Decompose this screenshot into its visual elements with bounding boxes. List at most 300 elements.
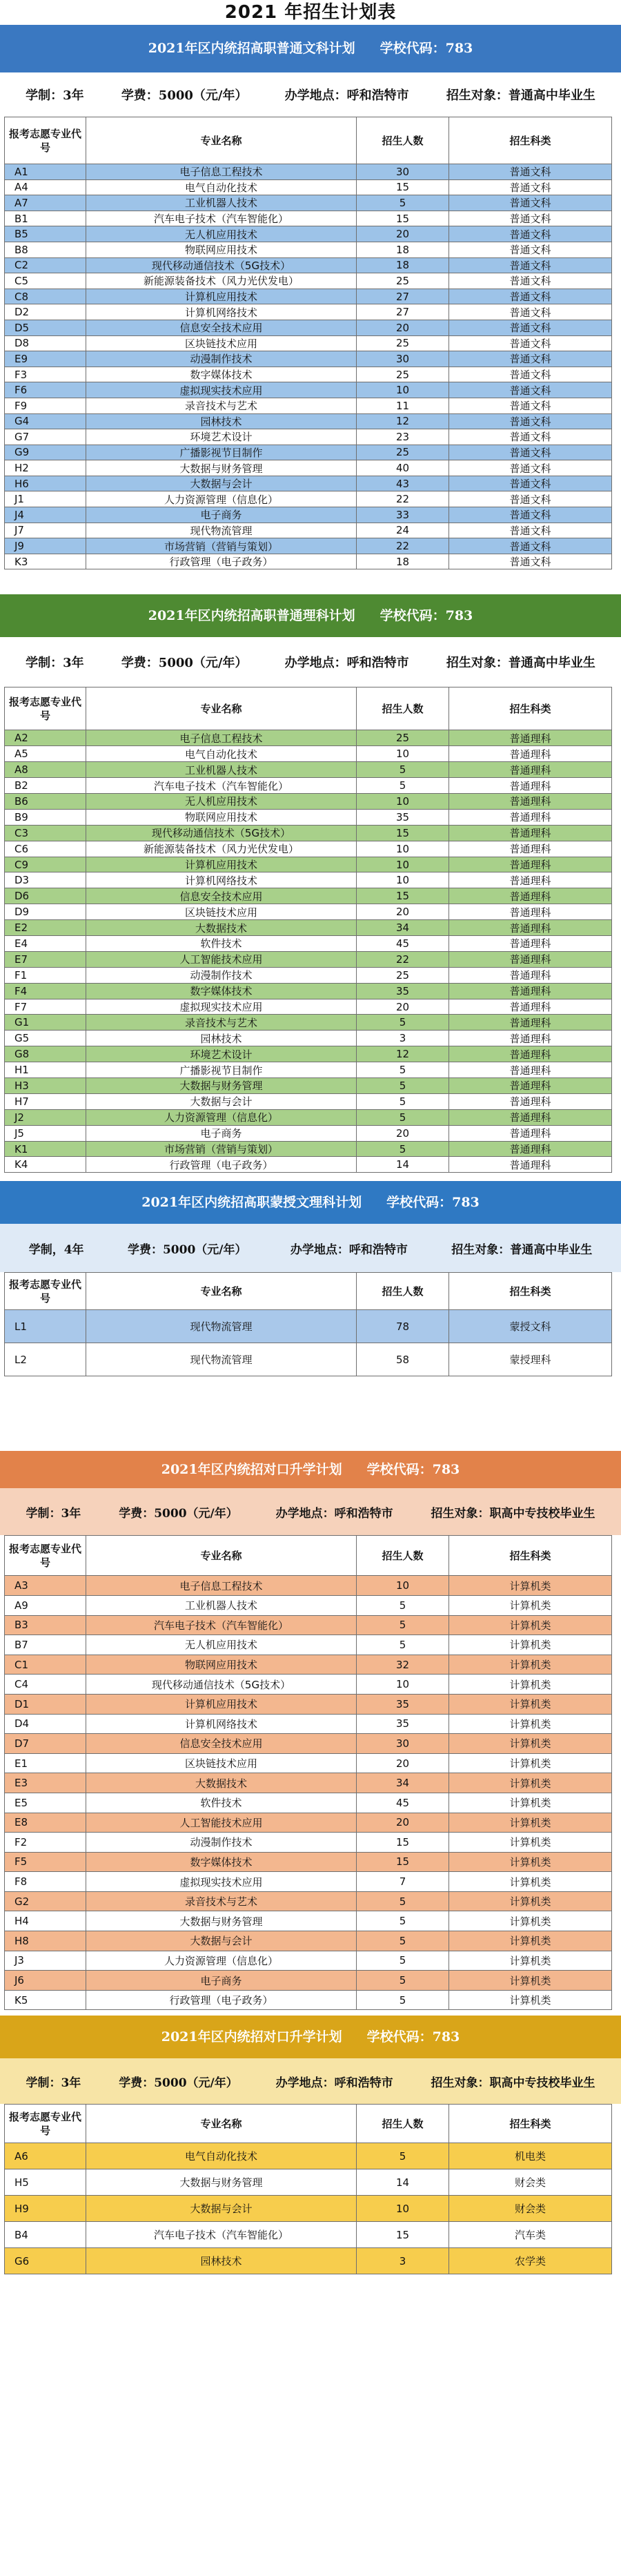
cell-subject: 普通文科 bbox=[449, 226, 612, 242]
table-row bbox=[5, 491, 612, 507]
cell-major: 人力资源管理（信息化） bbox=[86, 1951, 357, 1971]
cell-subject: 计算机类 bbox=[449, 1694, 612, 1714]
header-count: 招生人数 bbox=[357, 1536, 449, 1576]
cell-code: F2 bbox=[5, 1833, 86, 1853]
header-code: 报考志愿专业代号 bbox=[5, 1536, 86, 1576]
cell-count: 15 bbox=[357, 888, 449, 904]
cell-code: C3 bbox=[5, 825, 86, 841]
cell-subject: 普通文科 bbox=[449, 491, 612, 507]
table-row bbox=[5, 1093, 612, 1109]
cell-count: 10 bbox=[357, 841, 449, 857]
cell-code: F7 bbox=[5, 999, 86, 1015]
info-years: 学制：3年 bbox=[26, 88, 84, 103]
cell-count: 5 bbox=[357, 1015, 449, 1031]
cell-count: 5 bbox=[357, 1931, 449, 1951]
header-code: 报考志愿专业代号 bbox=[5, 1273, 86, 1310]
cell-major: 现代物流管理 bbox=[86, 523, 357, 538]
cell-code: J5 bbox=[5, 1125, 86, 1141]
cell-major: 区块链技术应用 bbox=[86, 335, 357, 351]
table-row bbox=[5, 460, 612, 476]
cell-count: 5 bbox=[357, 195, 449, 211]
cell-subject: 普通理科 bbox=[449, 936, 612, 952]
cell-subject: 普通理科 bbox=[449, 1109, 612, 1125]
cell-subject: 普通文科 bbox=[449, 304, 612, 320]
cell-major: 大数据与会计 bbox=[86, 1931, 357, 1951]
cell-subject: 普通理科 bbox=[449, 1157, 612, 1173]
cell-major: 人工智能技术应用 bbox=[86, 1813, 357, 1833]
cell-code: H2 bbox=[5, 460, 86, 476]
cell-subject: 计算机类 bbox=[449, 1635, 612, 1655]
cell-count: 3 bbox=[357, 2248, 449, 2274]
cell-code: G5 bbox=[5, 1031, 86, 1046]
cell-major: 无人机应用技术 bbox=[86, 226, 357, 242]
cell-major: 园林技术 bbox=[86, 2248, 357, 2274]
info-target: 招生对象：普通高中毕业生 bbox=[446, 88, 595, 103]
section-title: 2021年区内统招对口升学计划 bbox=[161, 1462, 342, 1478]
school-code: 学校代码：783 bbox=[379, 608, 473, 624]
cell-code: B6 bbox=[5, 794, 86, 810]
table-row bbox=[5, 1109, 612, 1125]
table-row bbox=[5, 825, 612, 841]
cell-code: F1 bbox=[5, 967, 86, 983]
cell-code: B7 bbox=[5, 1635, 86, 1655]
cell-code: K5 bbox=[5, 1990, 86, 2010]
cell-code: E7 bbox=[5, 951, 86, 967]
cell-subject: 普通理科 bbox=[449, 1093, 612, 1109]
cell-code: C9 bbox=[5, 857, 86, 872]
cell-count: 18 bbox=[357, 257, 449, 273]
header-major: 专业名称 bbox=[86, 117, 357, 164]
cell-subject: 普通理科 bbox=[449, 778, 612, 794]
table-row bbox=[5, 746, 612, 762]
table-row bbox=[5, 1125, 612, 1141]
cell-subject: 计算机类 bbox=[449, 1793, 612, 1813]
cell-count: 20 bbox=[357, 320, 449, 335]
cell-subject: 普通理科 bbox=[449, 904, 612, 920]
section-title: 2021年区内统招高职蒙授文理科计划 bbox=[141, 1195, 362, 1211]
cell-subject: 普通文科 bbox=[449, 351, 612, 367]
cell-count: 18 bbox=[357, 554, 449, 569]
cell-subject: 蒙授理科 bbox=[449, 1343, 612, 1376]
cell-code: G7 bbox=[5, 429, 86, 445]
cell-major: 动漫制作技术 bbox=[86, 1833, 357, 1853]
cell-major: 市场营销（营销与策划） bbox=[86, 538, 357, 554]
cell-major: 市场营销（营销与策划） bbox=[86, 1141, 357, 1157]
table-header-row bbox=[5, 1273, 612, 1310]
cell-major: 汽车电子技术（汽车智能化） bbox=[86, 1615, 357, 1635]
table-row bbox=[5, 904, 612, 920]
section-3 bbox=[0, 1181, 621, 1376]
cell-count: 10 bbox=[357, 382, 449, 398]
section-gap bbox=[0, 569, 621, 594]
table-row bbox=[5, 1833, 612, 1853]
cell-count: 15 bbox=[357, 179, 449, 195]
table-row bbox=[5, 273, 612, 289]
cell-subject: 普通理科 bbox=[449, 951, 612, 967]
cell-subject: 普通理科 bbox=[449, 967, 612, 983]
header-major: 专业名称 bbox=[86, 2105, 357, 2143]
cell-count: 35 bbox=[357, 809, 449, 825]
cell-code: B1 bbox=[5, 211, 86, 226]
cell-major: 虚拟现实技术应用 bbox=[86, 1872, 357, 1892]
cell-subject: 计算机类 bbox=[449, 1872, 612, 1892]
cell-count: 5 bbox=[357, 1093, 449, 1109]
cell-count: 3 bbox=[357, 1031, 449, 1046]
cell-code: E4 bbox=[5, 936, 86, 952]
cell-code: J1 bbox=[5, 491, 86, 507]
section-info bbox=[0, 1488, 621, 1535]
table-header-row bbox=[5, 117, 612, 164]
section-info bbox=[0, 2058, 621, 2104]
table-row bbox=[5, 257, 612, 273]
cell-count: 10 bbox=[357, 857, 449, 872]
cell-count: 5 bbox=[357, 1078, 449, 1094]
table-row bbox=[5, 2143, 612, 2169]
cell-code: E1 bbox=[5, 1753, 86, 1773]
cell-subject: 普通文科 bbox=[449, 242, 612, 257]
section-banner bbox=[0, 25, 621, 72]
cell-major: 虚拟现实技术应用 bbox=[86, 382, 357, 398]
cell-count: 5 bbox=[357, 1595, 449, 1615]
cell-subject: 普通理科 bbox=[449, 920, 612, 936]
cell-count: 20 bbox=[357, 1753, 449, 1773]
section-banner bbox=[0, 1451, 621, 1488]
school-code: 学校代码：783 bbox=[386, 1195, 480, 1211]
info-location: 办学地点：呼和浩特市 bbox=[275, 1506, 393, 1521]
table-row bbox=[5, 429, 612, 445]
table-row bbox=[5, 1310, 612, 1343]
cell-subject: 普通理科 bbox=[449, 872, 612, 888]
cell-subject: 计算机类 bbox=[449, 1576, 612, 1596]
header-subject: 招生科类 bbox=[449, 2105, 612, 2143]
cell-major: 园林技术 bbox=[86, 1031, 357, 1046]
cell-subject: 普通文科 bbox=[449, 382, 612, 398]
cell-code: B2 bbox=[5, 778, 86, 794]
table-row bbox=[5, 1773, 612, 1793]
cell-count: 10 bbox=[357, 746, 449, 762]
cell-count: 5 bbox=[357, 1911, 449, 1931]
cell-subject: 普通理科 bbox=[449, 825, 612, 841]
cell-code: J4 bbox=[5, 507, 86, 523]
cell-subject: 普通文科 bbox=[449, 257, 612, 273]
cell-code: A5 bbox=[5, 746, 86, 762]
enrollment-table bbox=[4, 1272, 612, 1376]
cell-subject: 计算机类 bbox=[449, 1951, 612, 1971]
info-target: 招生对象：普通高中毕业生 bbox=[446, 656, 595, 671]
cell-count: 5 bbox=[357, 762, 449, 778]
cell-count: 5 bbox=[357, 778, 449, 794]
info-years: 学制：3年 bbox=[26, 656, 84, 671]
cell-count: 5 bbox=[357, 1990, 449, 2010]
cell-count: 20 bbox=[357, 1125, 449, 1141]
cell-code: H9 bbox=[5, 2196, 86, 2222]
cell-count: 12 bbox=[357, 413, 449, 429]
cell-subject: 普通理科 bbox=[449, 1015, 612, 1031]
cell-major: 电气自动化技术 bbox=[86, 179, 357, 195]
section-info bbox=[0, 1224, 621, 1272]
cell-major: 电子商务 bbox=[86, 507, 357, 523]
cell-code: H7 bbox=[5, 1093, 86, 1109]
cell-major: 物联网应用技术 bbox=[86, 1655, 357, 1675]
info-fee: 学费：5000（元/年） bbox=[121, 656, 248, 671]
cell-major: 电子信息工程技术 bbox=[86, 730, 357, 746]
table-row bbox=[5, 1694, 612, 1714]
cell-code: K4 bbox=[5, 1157, 86, 1173]
cell-subject: 计算机类 bbox=[449, 1833, 612, 1853]
cell-code: F8 bbox=[5, 1872, 86, 1892]
table-row bbox=[5, 809, 612, 825]
cell-subject: 普通理科 bbox=[449, 999, 612, 1015]
cell-code: F9 bbox=[5, 398, 86, 413]
cell-count: 20 bbox=[357, 1813, 449, 1833]
cell-major: 动漫制作技术 bbox=[86, 967, 357, 983]
table-row bbox=[5, 1046, 612, 1062]
table-row bbox=[5, 335, 612, 351]
enrollment-table bbox=[4, 1535, 612, 2010]
cell-subject: 计算机类 bbox=[449, 1813, 612, 1833]
cell-code: C5 bbox=[5, 273, 86, 289]
cell-count: 40 bbox=[357, 460, 449, 476]
cell-major: 数字媒体技术 bbox=[86, 367, 357, 382]
cell-subject: 普通理科 bbox=[449, 794, 612, 810]
table-row bbox=[5, 367, 612, 382]
cell-subject: 计算机类 bbox=[449, 1734, 612, 1754]
table-row bbox=[5, 1813, 612, 1833]
cell-count: 32 bbox=[357, 1655, 449, 1675]
cell-subject: 普通理科 bbox=[449, 1062, 612, 1078]
cell-subject: 计算机类 bbox=[449, 1675, 612, 1695]
cell-count: 25 bbox=[357, 967, 449, 983]
cell-count: 5 bbox=[357, 1615, 449, 1635]
cell-major: 数字媒体技术 bbox=[86, 983, 357, 999]
cell-major: 大数据与财务管理 bbox=[86, 2169, 357, 2196]
cell-code: F3 bbox=[5, 367, 86, 382]
header-code: 报考志愿专业代号 bbox=[5, 687, 86, 730]
cell-code: J7 bbox=[5, 523, 86, 538]
cell-code: D3 bbox=[5, 872, 86, 888]
table-row bbox=[5, 413, 612, 429]
table-row bbox=[5, 1141, 612, 1157]
cell-subject: 普通理科 bbox=[449, 1046, 612, 1062]
cell-count: 5 bbox=[357, 1971, 449, 1991]
cell-code: G1 bbox=[5, 1015, 86, 1031]
cell-subject: 计算机类 bbox=[449, 1714, 612, 1734]
cell-major: 汽车电子技术（汽车智能化） bbox=[86, 2222, 357, 2248]
table-row bbox=[5, 1852, 612, 1872]
cell-code: H6 bbox=[5, 476, 86, 491]
cell-code: C2 bbox=[5, 257, 86, 273]
cell-major: 大数据与财务管理 bbox=[86, 1911, 357, 1931]
cell-code: L2 bbox=[5, 1343, 86, 1376]
cell-major: 大数据与会计 bbox=[86, 2196, 357, 2222]
cell-major: 物联网应用技术 bbox=[86, 809, 357, 825]
cell-major: 大数据与财务管理 bbox=[86, 460, 357, 476]
table-row bbox=[5, 523, 612, 538]
cell-count: 58 bbox=[357, 1343, 449, 1376]
table-row bbox=[5, 538, 612, 554]
table-row bbox=[5, 398, 612, 413]
cell-count: 15 bbox=[357, 1852, 449, 1872]
cell-subject: 机电类 bbox=[449, 2143, 612, 2169]
cell-major: 人工智能技术应用 bbox=[86, 951, 357, 967]
cell-major: 计算机应用技术 bbox=[86, 857, 357, 872]
table-row bbox=[5, 351, 612, 367]
cell-subject: 普通文科 bbox=[449, 320, 612, 335]
table-row bbox=[5, 1793, 612, 1813]
table-row bbox=[5, 983, 612, 999]
section-info bbox=[0, 637, 621, 687]
header-count: 招生人数 bbox=[357, 687, 449, 730]
table-row bbox=[5, 445, 612, 460]
table-row bbox=[5, 1157, 612, 1173]
header-major: 专业名称 bbox=[86, 687, 357, 730]
section-info bbox=[0, 72, 621, 117]
cell-major: 环境艺术设计 bbox=[86, 429, 357, 445]
cell-major: 软件技术 bbox=[86, 1793, 357, 1813]
header-subject: 招生科类 bbox=[449, 687, 612, 730]
cell-major: 信息安全技术应用 bbox=[86, 888, 357, 904]
cell-count: 5 bbox=[357, 1635, 449, 1655]
cell-code: C1 bbox=[5, 1655, 86, 1675]
cell-code: K3 bbox=[5, 554, 86, 569]
table-row bbox=[5, 2222, 612, 2248]
cell-major: 区块链技术应用 bbox=[86, 1753, 357, 1773]
cell-code: E8 bbox=[5, 1813, 86, 1833]
cell-major: 大数据与财务管理 bbox=[86, 1078, 357, 1094]
table-row bbox=[5, 1078, 612, 1094]
table-row bbox=[5, 1675, 612, 1695]
cell-subject: 普通理科 bbox=[449, 857, 612, 872]
cell-count: 25 bbox=[357, 367, 449, 382]
cell-subject: 计算机类 bbox=[449, 1655, 612, 1675]
table-row bbox=[5, 951, 612, 967]
header-code: 报考志愿专业代号 bbox=[5, 2105, 86, 2143]
cell-major: 现代物流管理 bbox=[86, 1343, 357, 1376]
header-subject: 招生科类 bbox=[449, 1536, 612, 1576]
cell-count: 78 bbox=[357, 1310, 449, 1343]
cell-major: 数字媒体技术 bbox=[86, 1852, 357, 1872]
table-row bbox=[5, 2248, 612, 2274]
cell-count: 5 bbox=[357, 1062, 449, 1078]
info-target: 招生对象：普通高中毕业生 bbox=[451, 1242, 593, 1257]
cell-major: 行政管理（电子政务） bbox=[86, 1990, 357, 2010]
cell-major: 录音技术与艺术 bbox=[86, 1015, 357, 1031]
table-row bbox=[5, 382, 612, 398]
cell-code: J3 bbox=[5, 1951, 86, 1971]
cell-subject: 普通文科 bbox=[449, 445, 612, 460]
cell-subject: 计算机类 bbox=[449, 1753, 612, 1773]
cell-subject: 普通理科 bbox=[449, 841, 612, 857]
cell-code: G8 bbox=[5, 1046, 86, 1062]
cell-count: 20 bbox=[357, 226, 449, 242]
cell-code: C8 bbox=[5, 289, 86, 304]
cell-count: 35 bbox=[357, 983, 449, 999]
cell-count: 27 bbox=[357, 289, 449, 304]
section-4 bbox=[0, 1451, 621, 2010]
cell-code: B4 bbox=[5, 2222, 86, 2248]
info-fee: 学费：5000（元/年） bbox=[121, 88, 248, 103]
page-title: 2021 年招生计划表 bbox=[224, 2, 397, 23]
table-row bbox=[5, 320, 612, 335]
info-target: 招生对象：职高中专技校毕业生 bbox=[431, 1506, 595, 1521]
table-row bbox=[5, 857, 612, 872]
table-row bbox=[5, 967, 612, 983]
cell-major: 电气自动化技术 bbox=[86, 2143, 357, 2169]
cell-subject: 计算机类 bbox=[449, 1911, 612, 1931]
table-row bbox=[5, 1753, 612, 1773]
cell-subject: 普通理科 bbox=[449, 1078, 612, 1094]
cell-major: 工业机器人技术 bbox=[86, 1595, 357, 1615]
cell-count: 18 bbox=[357, 242, 449, 257]
cell-subject: 计算机类 bbox=[449, 1990, 612, 2010]
cell-code: H5 bbox=[5, 2169, 86, 2196]
cell-count: 34 bbox=[357, 1773, 449, 1793]
cell-subject: 普通文科 bbox=[449, 289, 612, 304]
cell-code: G9 bbox=[5, 445, 86, 460]
cell-code: C6 bbox=[5, 841, 86, 857]
table-row bbox=[5, 242, 612, 257]
cell-count: 23 bbox=[357, 429, 449, 445]
info-location: 办学地点：呼和浩特市 bbox=[284, 88, 409, 103]
enrollment-table bbox=[4, 117, 612, 569]
cell-count: 7 bbox=[357, 1872, 449, 1892]
cell-major: 无人机应用技术 bbox=[86, 794, 357, 810]
cell-subject: 普通文科 bbox=[449, 335, 612, 351]
table-row bbox=[5, 2196, 612, 2222]
table-header-row bbox=[5, 687, 612, 730]
school-code: 学校代码：783 bbox=[366, 1462, 460, 1478]
header-major: 专业名称 bbox=[86, 1536, 357, 1576]
cell-code: A2 bbox=[5, 730, 86, 746]
cell-count: 22 bbox=[357, 951, 449, 967]
info-location: 办学地点：呼和浩特市 bbox=[284, 656, 409, 671]
cell-subject: 普通文科 bbox=[449, 554, 612, 569]
table-row bbox=[5, 762, 612, 778]
cell-code: G2 bbox=[5, 1891, 86, 1911]
info-years: 学制：3年 bbox=[26, 1506, 81, 1521]
table-row bbox=[5, 1872, 612, 1892]
cell-major: 汽车电子技术（汽车智能化） bbox=[86, 211, 357, 226]
cell-subject: 计算机类 bbox=[449, 1773, 612, 1793]
cell-major: 园林技术 bbox=[86, 413, 357, 429]
cell-subject: 普通理科 bbox=[449, 888, 612, 904]
cell-subject: 财会类 bbox=[449, 2169, 612, 2196]
cell-major: 计算机网络技术 bbox=[86, 1714, 357, 1734]
table-row bbox=[5, 872, 612, 888]
enrollment-table bbox=[4, 2104, 612, 2274]
cell-subject: 计算机类 bbox=[449, 1971, 612, 1991]
info-target: 招生对象：职高中专技校毕业生 bbox=[431, 2076, 595, 2090]
header-count: 招生人数 bbox=[357, 2105, 449, 2143]
cell-major: 无人机应用技术 bbox=[86, 1635, 357, 1655]
table-row bbox=[5, 304, 612, 320]
cell-subject: 财会类 bbox=[449, 2196, 612, 2222]
cell-major: 大数据与会计 bbox=[86, 476, 357, 491]
info-location: 办学地点：呼和浩特市 bbox=[275, 2076, 393, 2090]
cell-code: A6 bbox=[5, 2143, 86, 2169]
cell-count: 5 bbox=[357, 1141, 449, 1157]
cell-major: 人力资源管理（信息化） bbox=[86, 491, 357, 507]
table-row bbox=[5, 226, 612, 242]
cell-count: 5 bbox=[357, 1951, 449, 1971]
cell-code: L1 bbox=[5, 1310, 86, 1343]
cell-major: 软件技术 bbox=[86, 936, 357, 952]
cell-subject: 普通文科 bbox=[449, 413, 612, 429]
cell-subject: 普通理科 bbox=[449, 1031, 612, 1046]
cell-count: 25 bbox=[357, 273, 449, 289]
table-row bbox=[5, 164, 612, 180]
cell-major: 电气自动化技术 bbox=[86, 746, 357, 762]
